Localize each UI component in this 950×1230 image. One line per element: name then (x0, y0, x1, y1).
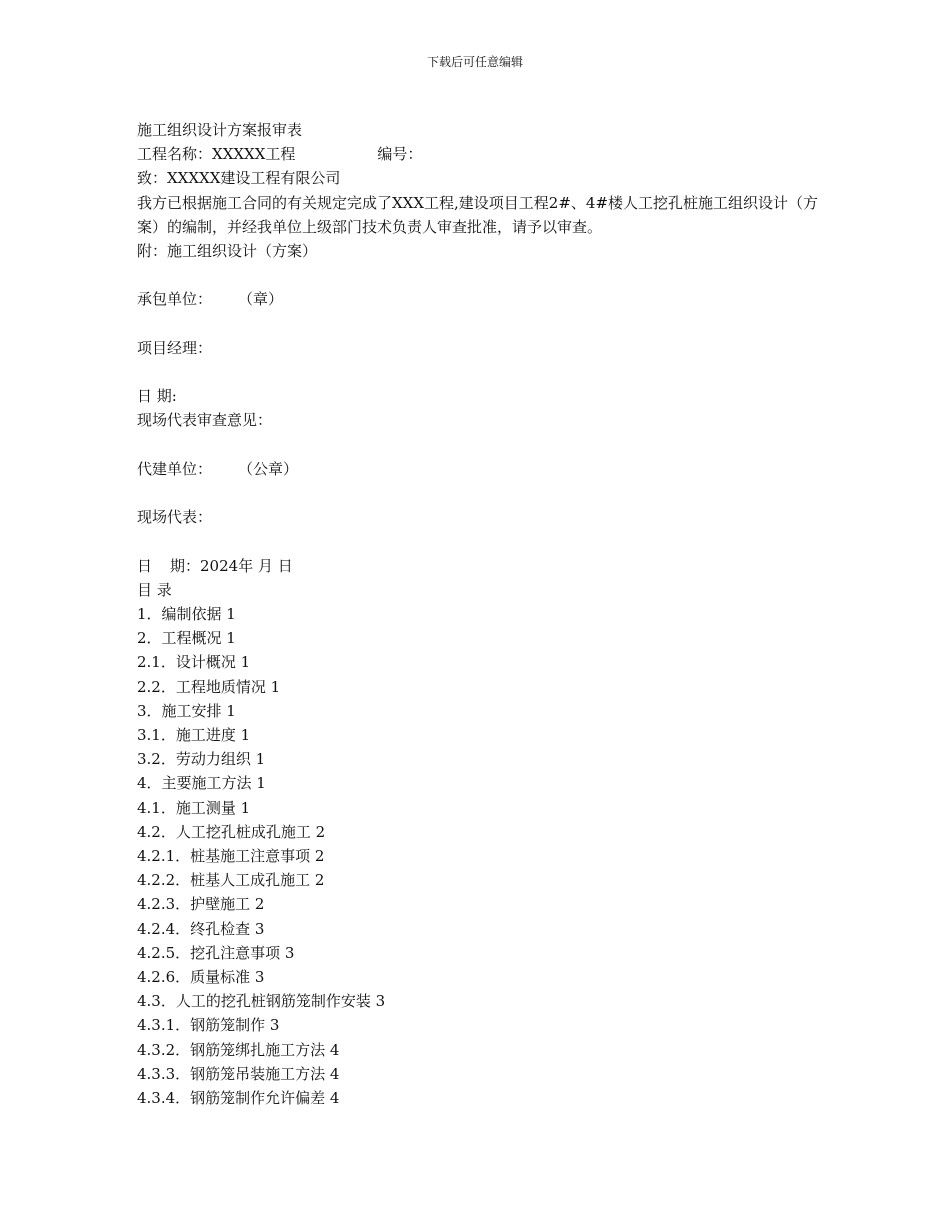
toc-item: 2.1．设计概况 1 (137, 653, 251, 672)
toc-item: 2．工程概况 1 (137, 629, 236, 648)
spacer (137, 433, 827, 457)
contractor-seal-text: （章） (238, 290, 284, 309)
date2-label-a: 日 (137, 556, 153, 575)
contractor-label: 承包单位： (137, 290, 213, 309)
toc-item: 1．编制依据 1 (137, 604, 236, 623)
toc-item: 2.2．工程地质情况 1 (137, 677, 281, 696)
toc-item: 4.1．施工测量 1 (137, 798, 251, 817)
toc-item: 3．施工安排 1 (137, 701, 236, 720)
body-paragraph: 我方已根据施工合同的有关规定完成了XXX工程,建设项目工程2#、4#楼人工挖孔桩施工组织设计（方案）的编制，并经我单位上级部门技术负责人审查批准，请予以审查。 (137, 193, 819, 236)
number-label: 编号： (377, 145, 423, 164)
toc-item: 4.3.2．钢筋笼绑扎施工方法 4 (137, 1040, 340, 1059)
toc-item: 4.2．人工挖孔桩成孔施工 2 (137, 822, 326, 841)
toc-item: 4.2.3．护壁施工 2 (137, 895, 265, 914)
spacer (137, 263, 827, 287)
spacer (137, 312, 827, 336)
document-body (137, 118, 827, 1110)
spacer (137, 360, 827, 384)
project-name: XXXXX工程 (212, 145, 296, 164)
toc-list (137, 602, 827, 1110)
toc-item: 4.3．人工的挖孔桩钢筋笼制作安装 3 (137, 992, 386, 1011)
toc-item: 4.2.5．挖孔注意事项 3 (137, 943, 295, 962)
agent-line (137, 457, 827, 481)
toc-item: 4.3.3．钢筋笼吊装施工方法 4 (137, 1064, 340, 1083)
agent-label: 代建单位： (137, 459, 213, 478)
spacer (137, 529, 827, 553)
site-rep-line: 现场代表： (137, 508, 213, 527)
toc-item: 4.3.4．钢筋笼制作允许偏差 4 (137, 1089, 340, 1108)
toc-item: 3.2．劳动力组织 1 (137, 750, 266, 769)
form-title: 施工组织设计方案报审表 (137, 121, 303, 139)
spacer (137, 481, 827, 505)
project-line (137, 142, 827, 166)
toc-item: 4.2.2．桩基人工成孔施工 2 (137, 871, 325, 890)
toc-item: 4．主要施工方法 1 (137, 774, 266, 793)
contractor-line (137, 287, 827, 311)
date-line: 日 期: (137, 387, 177, 406)
recipient-line: 致：XXXXX建设工程有限公司 (137, 169, 341, 188)
attachment-line: 附：施工组织设计（方案） (137, 242, 318, 261)
toc-title: 目 录 (137, 580, 172, 599)
toc-item: 3.1．施工进度 1 (137, 725, 251, 744)
site-opinion-line: 现场代表审查意见： (137, 411, 273, 430)
manager-line: 项目经理： (137, 338, 213, 357)
project-label: 工程名称： (137, 145, 213, 164)
toc-item: 4.2.6．质量标准 3 (137, 968, 265, 987)
toc-item: 4.2.4．终孔检查 3 (137, 919, 265, 938)
toc-item: 4.2.1．桩基施工注意事项 2 (137, 847, 325, 865)
toc-item: 4.3.1．钢筋笼制作 3 (137, 1016, 280, 1035)
page-header-note: 下载后可任意编辑 (426, 55, 523, 69)
agent-seal-text: （公章） (238, 459, 299, 478)
date2-line (137, 554, 827, 578)
date2-label-b: 期：2024年 月 日 (170, 556, 293, 575)
